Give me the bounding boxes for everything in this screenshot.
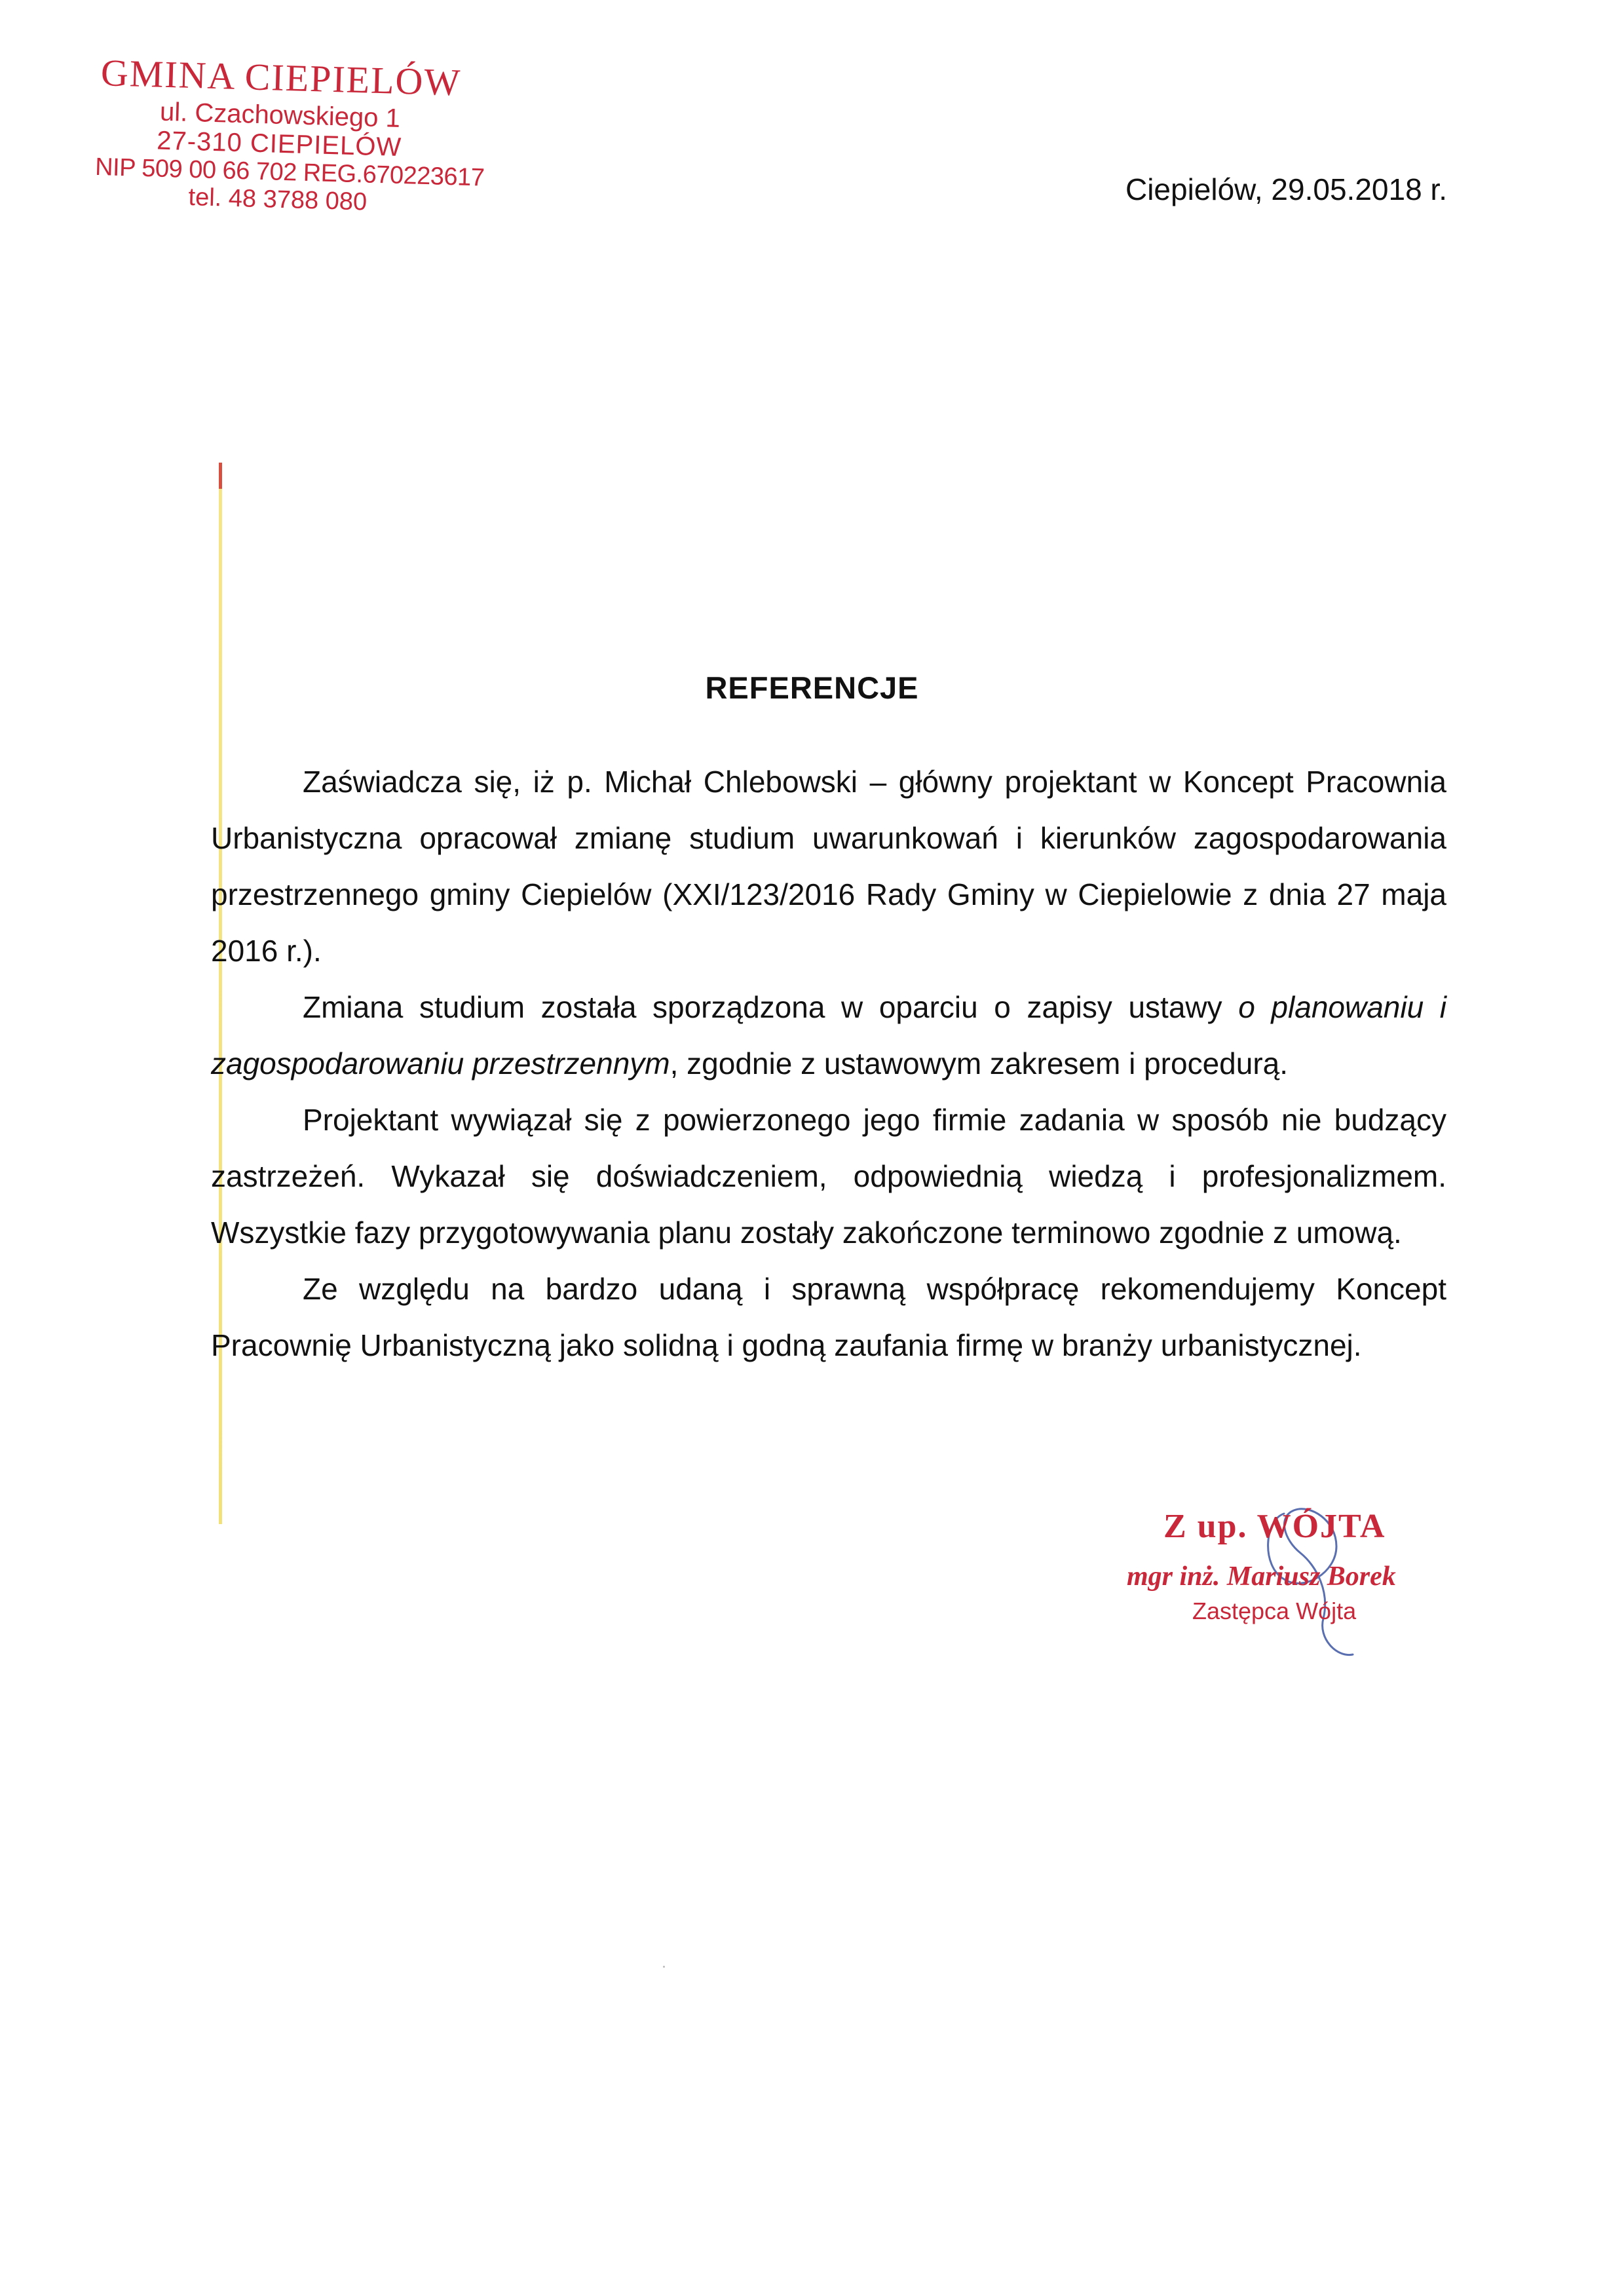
signature-line-position: Zastępca Wójta	[1192, 1598, 1357, 1624]
stamp-name: GMINA CIEPIELÓW	[100, 51, 463, 104]
stamp-zip-city: 27-310 CIEPIELÓW	[156, 126, 402, 162]
signature-stamp	[1127, 1507, 1467, 1671]
document-title: REFERENCJE	[705, 670, 919, 705]
signature-line-name: mgr inż. Mariusz Borek	[1127, 1561, 1396, 1592]
paragraph-2	[211, 979, 1446, 1092]
scan-speck	[663, 1966, 665, 1968]
paragraph-2-act-title: o planowaniu i zagospodarowaniu przestrzennym	[211, 990, 1446, 1081]
stamp-phone: tel. 48 3788 080	[188, 183, 368, 216]
paragraph-1: Zaświadcza się, iż p. Michał Chlebowski – główny projektant w Koncept Pracownia Urbanistyczna opracował zmianę studium uwarunkowań i kierunków zagospodarowania przestrzennego gminy Ciepielów (XXI/123/2016 Rady Gminy w Ciepielowie z dnia 27 maja 2016 r.).	[211, 765, 1446, 968]
paragraph-3: Projektant wywiązał się z powierzonego jego firmie zadania w sposób nie budzący zastrzeżeń. Wykazał się doświadczeniem, odpowiednią wiedzą i profesjonalizmem. Wszystkie fazy przygotowywania planu zostały zakończone terminowo zgodnie z umową.	[211, 1103, 1446, 1250]
letter-date: Ciepielów, 29.05.2018 r.	[1125, 172, 1447, 206]
stamp-street: ul. Czachowskiego 1	[159, 97, 401, 133]
stamp-nip-reg: NIP 509 00 66 702 REG.670223617	[94, 153, 485, 192]
paragraph-2-start: Zmiana studium została sporządzona w oparciu o zapisy ustawy	[303, 990, 1239, 1024]
signature-line-on-behalf: Z up. WÓJTA	[1163, 1508, 1386, 1545]
paragraph-4: Ze względu na bardzo udaną i sprawną współpracę rekomendujemy Koncept Pracownię Urbanistyczną jako solidną i godną zaufania firmę w branży urbanistycznej.	[211, 1272, 1446, 1362]
municipality-stamp	[94, 51, 485, 218]
letter-body	[211, 754, 1446, 1373]
paragraph-2-end: , zgodnie z ustawowym zakresem i procedurą.	[670, 1046, 1289, 1081]
